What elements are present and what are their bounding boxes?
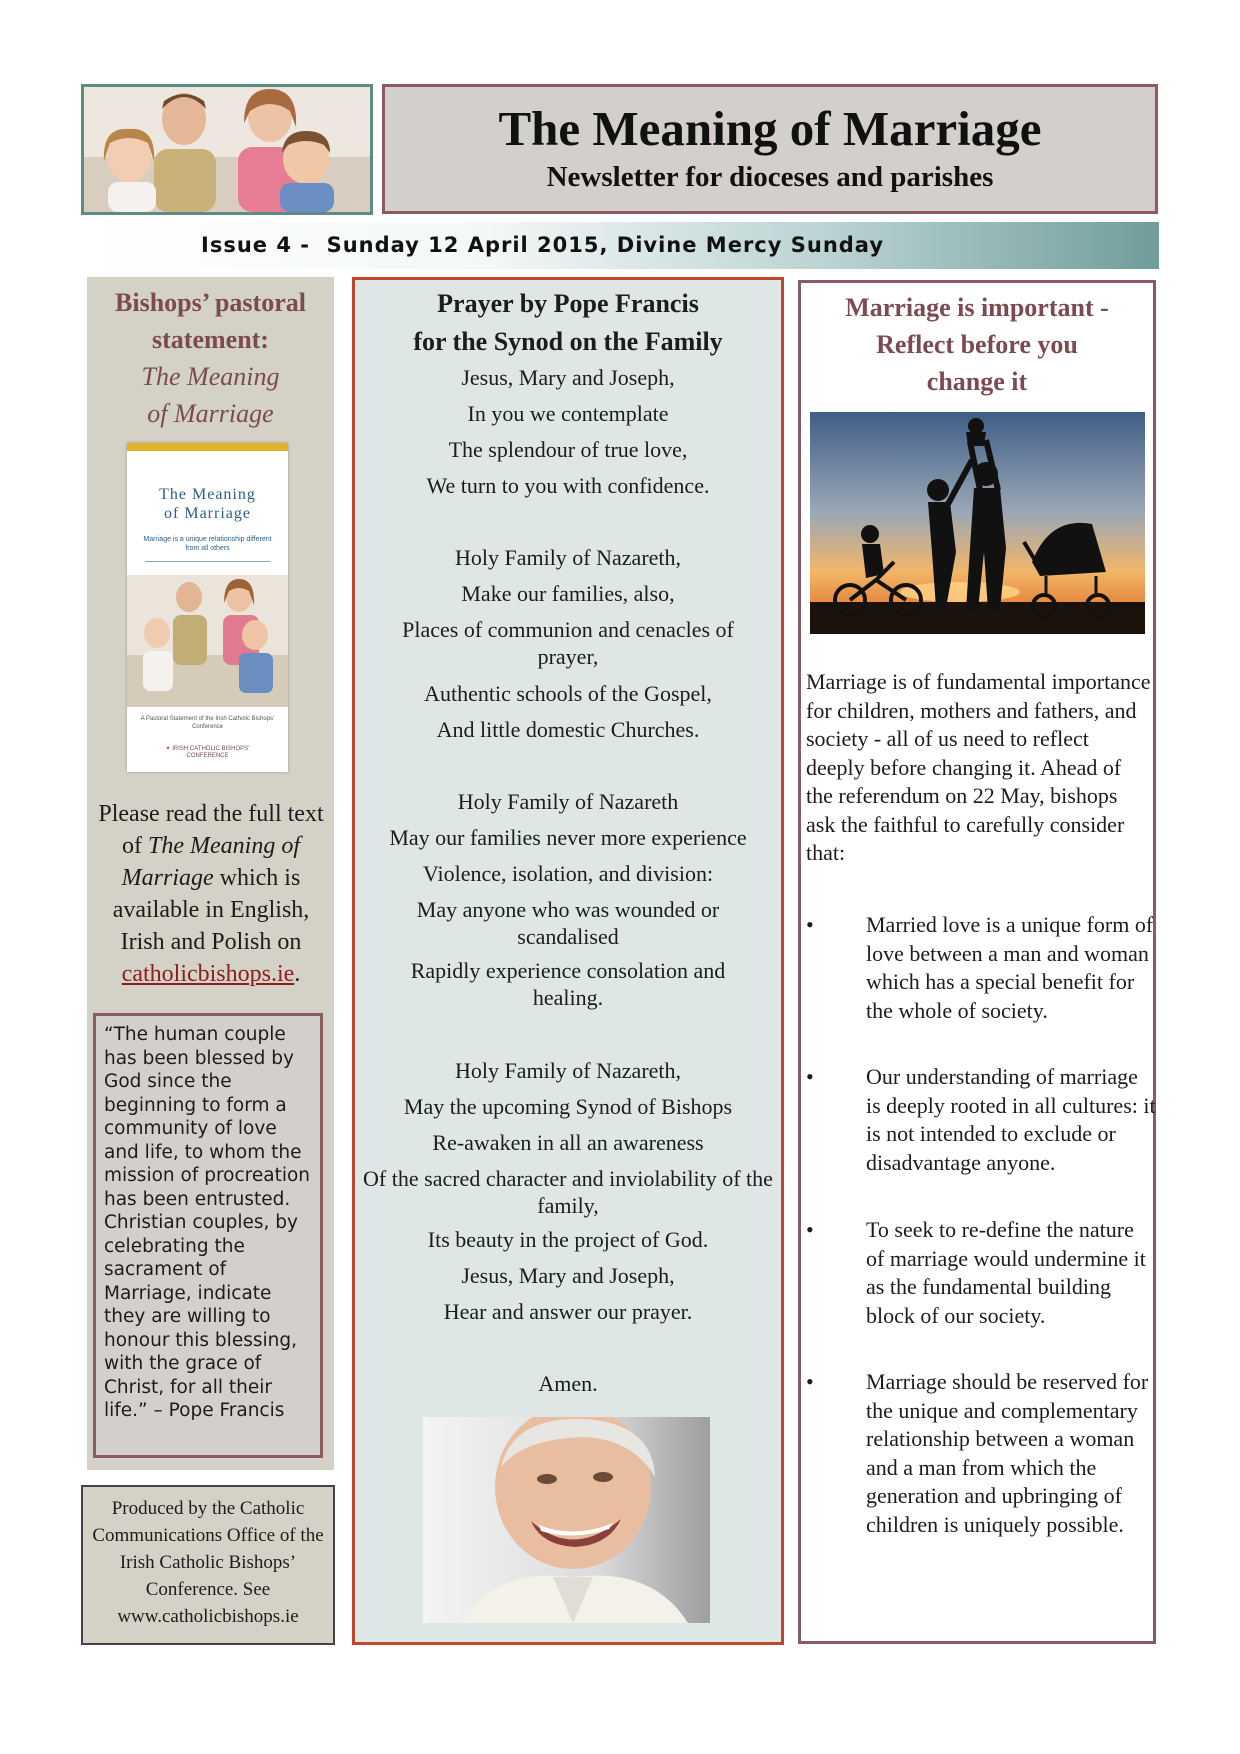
heading-line: Marriage is important - bbox=[845, 293, 1109, 322]
prayer-line: And little domestic Churches. bbox=[436, 717, 700, 742]
prayer-line: May anyone who was wounded or scandalised bbox=[416, 897, 720, 949]
booklet-title-line: of Marriage bbox=[164, 505, 251, 522]
booklet-divider bbox=[145, 561, 270, 562]
prayer-line: The splendour of true love, bbox=[448, 437, 688, 462]
read-document-title: The Meaning of Marriage bbox=[121, 833, 300, 891]
heading-line: of Marriage bbox=[147, 399, 274, 428]
prayer-line: Violence, isolation, and division: bbox=[422, 861, 714, 886]
booklet-cover-image bbox=[127, 443, 288, 772]
heading-line: The Meaning bbox=[141, 362, 280, 391]
prayer-line: Holy Family of Nazareth, bbox=[454, 1058, 682, 1083]
prayer-line: Re-awaken in all an awareness bbox=[432, 1130, 704, 1155]
prayer-line: Rapidly experience consolation and healing. bbox=[410, 958, 726, 1010]
prayer-line: Holy Family of Nazareth, bbox=[454, 545, 682, 570]
prayer-title-line: Prayer by Pope Francis bbox=[437, 289, 699, 318]
prayer-title-line: for the Synod on the Family bbox=[413, 327, 723, 356]
booklet-title-line: The Meaning bbox=[159, 486, 256, 503]
family-photo bbox=[81, 84, 373, 215]
booklet-logo bbox=[157, 746, 258, 760]
prayer-line: Hear and answer our prayer. bbox=[443, 1299, 693, 1324]
bullet-icon: • bbox=[806, 1369, 814, 1394]
prayer-line: May our families never more experience bbox=[389, 825, 747, 850]
booklet-stripe bbox=[127, 443, 288, 451]
newsletter-title: The Meaning of Marriage bbox=[498, 101, 1042, 156]
heading-line: Reflect before you bbox=[876, 330, 1078, 359]
read-text: which is available in English, Irish and Polish on bbox=[112, 865, 310, 955]
catholicbishops-link[interactable]: catholicbishops.ie bbox=[121, 961, 295, 987]
booklet-title bbox=[127, 485, 288, 523]
pope-quote-text: “The human couple has been blessed by God since the beginning to form a community of love and life, to whom the mission of procreation has been entrusted. Christian couples, by celebrating the sacrament of Marriage, indicate they are willing to honour this blessing, with the grace of Christ, for all their life.” – Pope Francis bbox=[104, 1024, 311, 1421]
bullet-text: Marriage should be reserved for the unique and complementary relationship between a woman and a man from which the generation and upbringing of children is uniquely possible. bbox=[866, 1369, 1149, 1537]
read-text: . bbox=[294, 961, 301, 987]
pope-photo-graphic bbox=[423, 1417, 710, 1623]
read-full-text-paragraph bbox=[95, 798, 327, 990]
conference-logo-icon: ✦ bbox=[165, 746, 171, 752]
prayer-line: We turn to you with confidence. bbox=[426, 473, 710, 498]
prayer-title bbox=[352, 285, 784, 361]
booklet-footer: A Pastoral Statement of the Irish Catholic Bishops’ Conference bbox=[140, 716, 275, 730]
booklet-logo-text: IRISH CATHOLIC BISHOPS’ CONFERENCE bbox=[172, 746, 250, 759]
newsletter-subtitle: Newsletter for dioceses and parishes bbox=[546, 161, 994, 193]
credit-box bbox=[81, 1485, 335, 1645]
credit-text: Produced by the Catholic Communications Office of the Irish Catholic Bishops’ Conference. See www.catholicbishops.ie bbox=[92, 1498, 324, 1627]
prayer-line: Holy Family of Nazareth bbox=[457, 789, 679, 814]
pope-francis-photo bbox=[423, 1417, 710, 1623]
pope-quote-box bbox=[93, 1013, 323, 1458]
family-sunset-photo bbox=[810, 412, 1145, 634]
marriage-intro-paragraph: Marriage is of fundamental importance for children, mothers and fathers, and society - all of us need to reflect deeply before changing it. Ahead of the referendum on 22 May, bishops ask the faithful to carefully consider that: bbox=[806, 669, 1151, 865]
prayer-line: Jesus, Mary and Joseph, bbox=[461, 1263, 675, 1288]
booklet-tagline: Marriage is a unique relationship different from all others bbox=[143, 536, 272, 552]
prayer-amen: Amen. bbox=[538, 1371, 598, 1396]
title-box bbox=[382, 84, 1158, 214]
issue-bar bbox=[81, 222, 1159, 269]
marriage-important-heading bbox=[798, 289, 1156, 400]
bullet-text: Our understanding of marriage is deeply rooted in all cultures: it is not intended to exclude or disadvantage anyone. bbox=[866, 1064, 1156, 1175]
prayer-line: Its beauty in the project of God. bbox=[427, 1227, 709, 1252]
prayer-line: Make our families, also, bbox=[461, 581, 675, 606]
heading-line: change it bbox=[926, 367, 1028, 396]
prayer-line: Of the sacred character and inviolability of the family, bbox=[363, 1166, 773, 1218]
prayer-line: Jesus, Mary and Joseph, bbox=[461, 365, 675, 390]
bullet-icon: • bbox=[806, 1217, 814, 1242]
prayer-line: In you we contemplate bbox=[467, 401, 669, 426]
prayer-line: Authentic schools of the Gospel, bbox=[424, 681, 712, 706]
heading-line: statement: bbox=[152, 325, 269, 354]
prayer-line: May the upcoming Synod of Bishops bbox=[403, 1094, 733, 1119]
booklet-family-photo bbox=[127, 575, 288, 707]
sunset-photo-graphic bbox=[810, 412, 1145, 634]
bullet-text: Married love is a unique form of love between a man and woman which has a special benefit for the whole of society. bbox=[866, 912, 1154, 1023]
heading-line: Bishops’ pastoral bbox=[115, 288, 306, 317]
bullet-text: To seek to re-define the nature of marriage would undermine it as the fundamental building block of our society. bbox=[866, 1217, 1146, 1328]
read-text: Please read the full text of bbox=[98, 801, 324, 859]
bullet-icon: • bbox=[806, 1064, 814, 1089]
issue-label: Issue 4 - Sunday 12 April 2015, Divine Mercy Sunday bbox=[201, 233, 885, 257]
bullet-icon: • bbox=[806, 912, 814, 937]
prayer-line: Places of communion and cenacles of prayer, bbox=[402, 617, 734, 669]
booklet-photo-graphic bbox=[127, 575, 288, 707]
family-photo-graphic bbox=[84, 87, 370, 212]
pastoral-statement-heading bbox=[87, 284, 334, 432]
